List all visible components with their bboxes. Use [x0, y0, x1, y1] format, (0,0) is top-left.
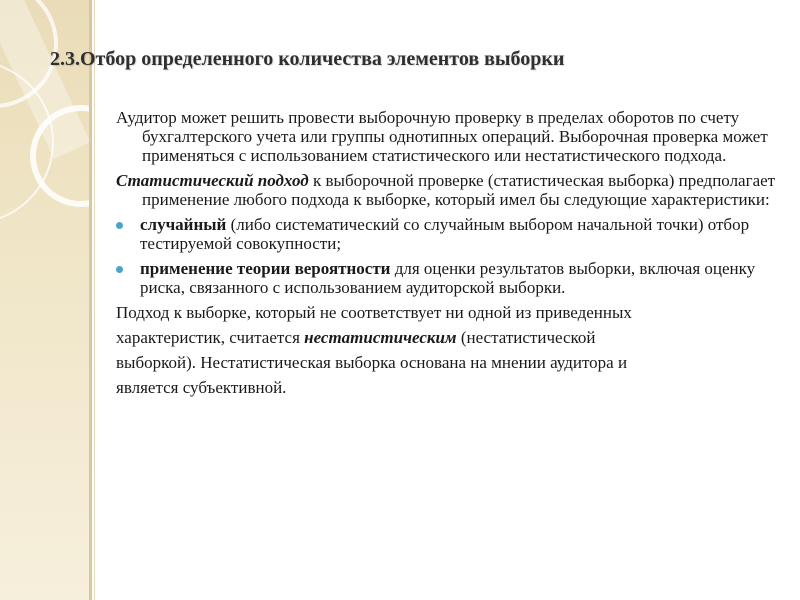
- band-divider: [94, 0, 95, 600]
- bullet-text: (либо систематический со случайным выбором начальной точки) отбор тестируемой совокупности;: [140, 215, 750, 253]
- term-statistical-approach: Статистический подход: [116, 171, 309, 190]
- list-item: [116, 259, 776, 297]
- bullet-term: случайный: [140, 215, 227, 234]
- decorative-side-band: [0, 0, 90, 600]
- paragraph-nonstatistical-3: выборкой). Нестатистическая выборка основана на мнении аудитора и: [116, 353, 628, 372]
- paragraph-text: (нестатистической: [456, 328, 596, 347]
- bullet-dot-icon: [116, 266, 123, 273]
- paragraph-nonstatistical-2: [116, 328, 776, 347]
- paragraph-statistical-text: к выборочной проверке (статистическая выборка) предполагает применение любого подхода к выборке, который имел бы следующие характеристики:: [142, 171, 776, 209]
- bullet-term: применение теории вероятности: [140, 259, 391, 278]
- term-nonstatistical: нестатистическим: [304, 328, 457, 347]
- slide-title: 2.3.Отбор определенного количества элементов выборки: [50, 48, 565, 70]
- band-divider: [89, 0, 92, 600]
- paragraph-text: характеристик, считается: [116, 328, 305, 347]
- paragraph-nonstatistical-4: является субъективной.: [116, 378, 287, 397]
- slide-body: [116, 108, 776, 403]
- paragraph-intro: Аудитор может решить провести выборочную проверку в пределах оборотов по счету бухгалтерского учета или группы однотипных операций. Выборочная проверка может применяться с использованием статистического или нестатистического подхода.: [116, 108, 768, 165]
- list-item: [116, 215, 776, 253]
- paragraph-statistical: [116, 171, 776, 209]
- paragraph-nonstatistical-1: Подход к выборке, который не соответствует ни одной из приведенных: [116, 303, 632, 322]
- bullet-text: для оценки результатов выборки, включая оценку риска, связанного с использованием аудиторской выборки.: [140, 259, 756, 297]
- bullet-dot-icon: [116, 222, 123, 229]
